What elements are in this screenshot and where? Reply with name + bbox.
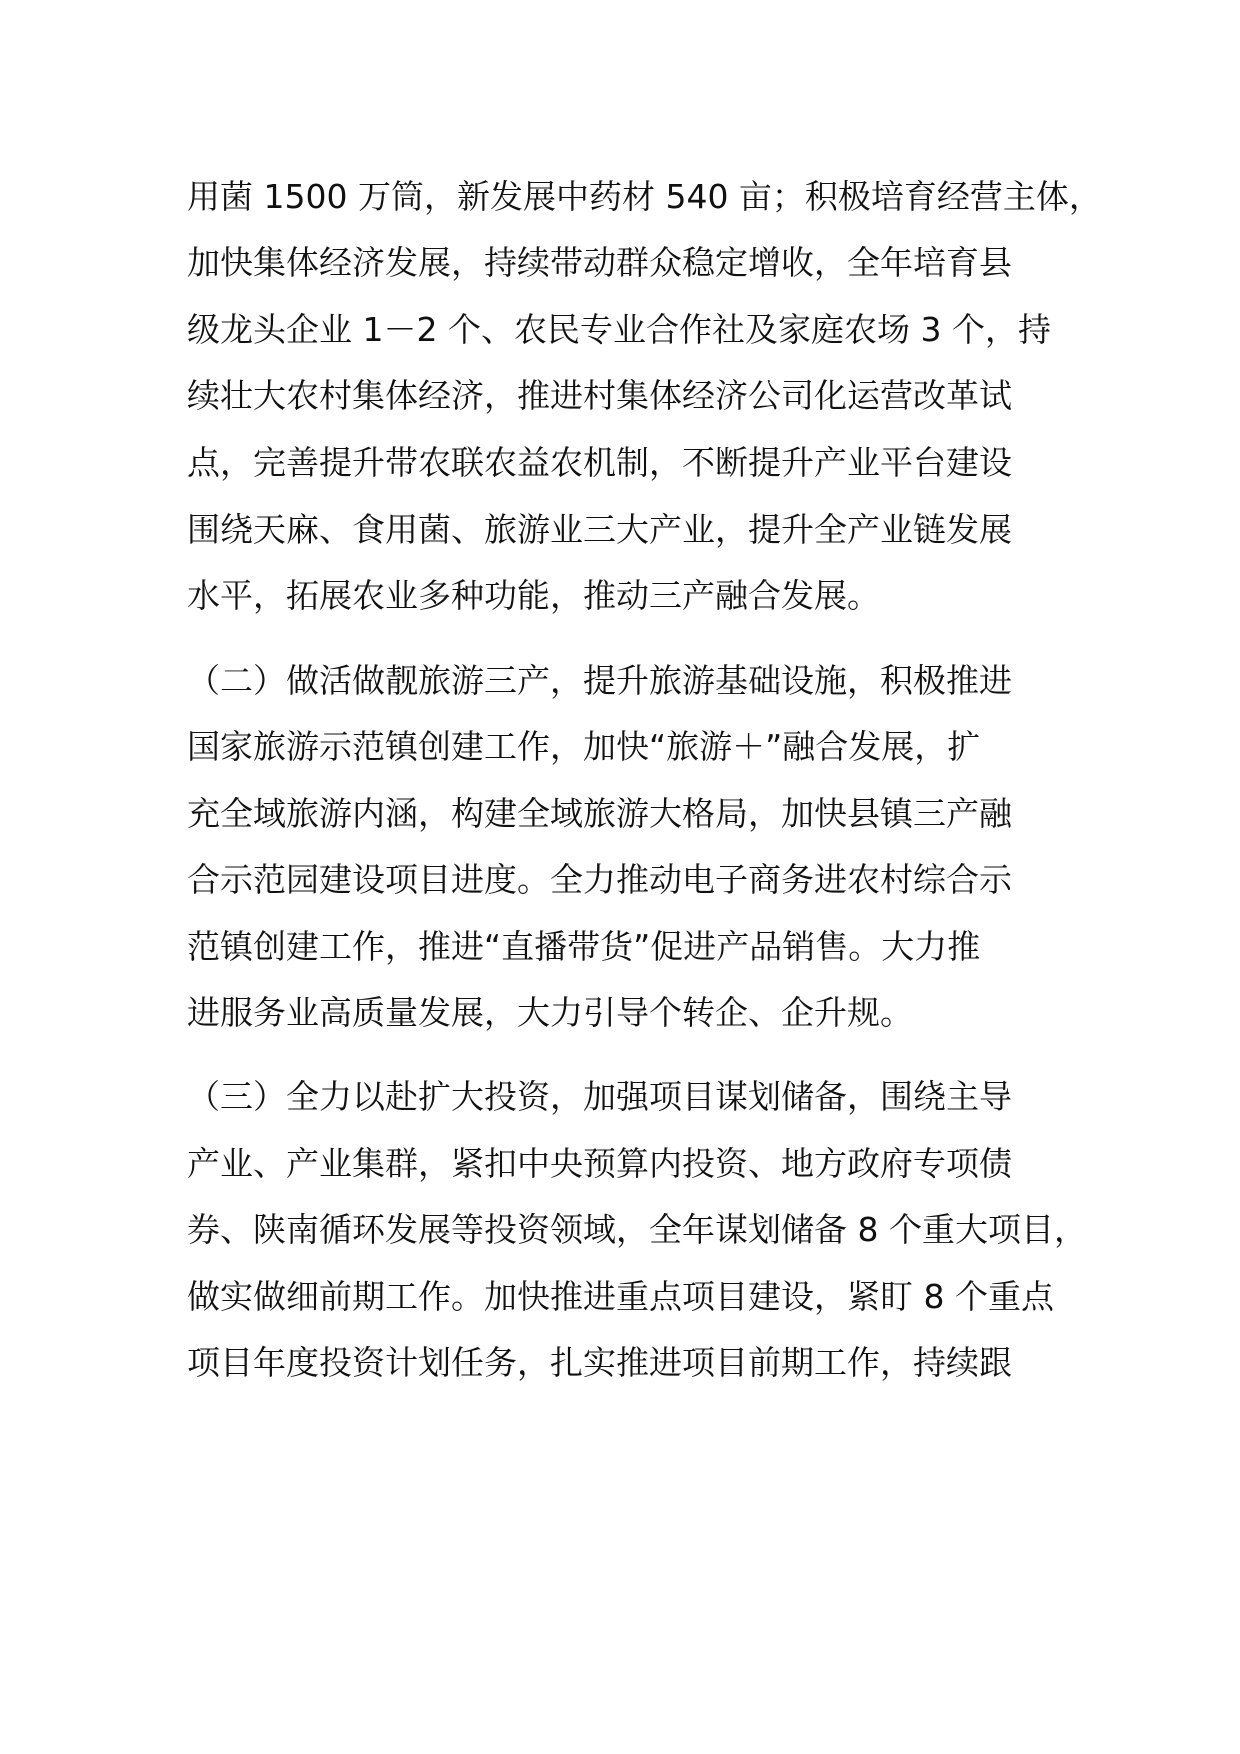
body-text-line: 做实做细前期工作。加快推进重点项目建设，紧盯 8 个重点 (187, 1277, 1054, 1316)
body-text-line: 合示范园建设项目进度。全力推动电子商务进农村综合示 (187, 860, 1012, 899)
body-text-line: 充全域旅游内涵，构建全域旅游大格局，加快县镇三产融 (187, 794, 1012, 833)
body-text-line: 用菌 1500 万筒，新发展中药材 540 亩；积极培育经营主体， (187, 177, 1102, 216)
body-text-line: 进服务业高质量发展，大力引导个转企、企升规。 (187, 993, 913, 1032)
body-text-line: 产业、产业集群，紧扣中央预算内投资、地方政府专项债 (187, 1144, 1012, 1183)
body-text-line: 续壮大农村集体经济，推进村集体经济公司化运营改革试 (187, 376, 1012, 415)
body-text-line: 点，完善提升带农联农益农机制，不断提升产业平台建设 (187, 443, 1012, 482)
body-text-line: 范镇创建工作，推进“直播带货”促进产品销售。大力推 (187, 927, 981, 966)
body-text-line: 水平，拓展农业多种功能，推动三产融合发展。 (187, 576, 880, 615)
section-heading-line: （二）做活做靓旅游三产，提升旅游基础设施，积极推进 (187, 661, 1012, 700)
body-text-line: 项目年度投资计划任务，扎实推进项目前期工作，持续跟 (187, 1343, 1012, 1382)
body-text-line: 级龙头企业 1－2 个、农民专业合作社及家庭农场 3 个，持 (187, 310, 1051, 349)
body-text-line: 围绕天麻、食用菌、旅游业三大产业，提升全产业链发展 (187, 510, 1012, 549)
section-heading-line: （三）全力以赴扩大投资，加强项目谋划储备，围绕主导 (187, 1077, 1012, 1116)
body-text-line: 加快集体经济发展，持续带动群众稳定增收，全年培育县 (187, 243, 1012, 282)
body-text-line: 国家旅游示范镇创建工作，加快“旅游＋”融合发展，扩 (187, 727, 981, 766)
body-text-line: 券、陕南循环发展等投资领域，全年谋划储备 8 个重大项目， (187, 1210, 1087, 1249)
